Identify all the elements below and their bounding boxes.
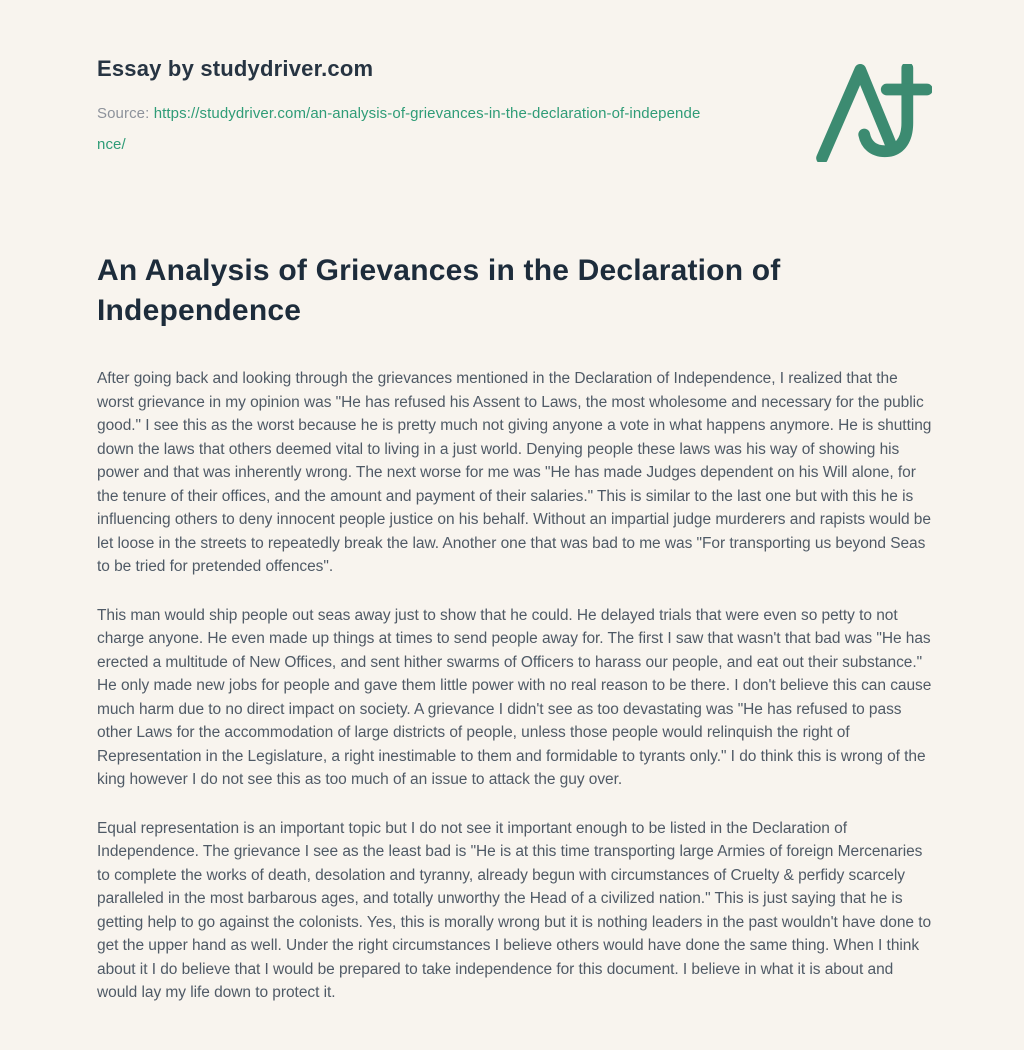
essay-body	[97, 367, 934, 1005]
header-meta	[97, 56, 707, 160]
essay-byline: Essay by studydriver.com	[97, 56, 374, 81]
source-label: Source:	[97, 105, 150, 122]
source-line	[97, 98, 707, 160]
logo-a-stroke	[822, 70, 892, 158]
a-dagger-logo-icon	[816, 64, 932, 162]
essay-paragraph-2: This man would ship people out seas away just to show that he could. He delayed trials that were even so petty to not charge anyone. He even made up things at times to send people away for. The first I saw that wasn't that bad was "He has erected a multitude of New Offices, and sent hither swarms of Officers to harass our people, and eat out their substance." He only made new jobs for people and gave them little power with no real reason to be there. I don't believe this can cause much harm due to no direct impact on society. A grievance I didn't see as too devastating was "He has refused to pass other Laws for the accommodation of large districts of people, unless those people would relinquish the right of Representation in the Legislature, a right inestimable to them and formidable to tyrants only." I do think this is wrong of the king however I do not see this as too much of an issue to attack the guy over.	[97, 606, 932, 788]
page-header	[97, 56, 934, 167]
essay-paragraph-3: Equal representation is an important topic but I do not see it important enough to be listed in the Declaration of Independence. The grievance I see as the least bad is "He is at this time transporting large Armies of foreign Mercenaries to complete the works of death, desolation and tyranny, already begun with circumstances of Cruelty & perfidy scarcely paralleled in the most barbarous ages, and totally unworthy the Head of a civilized nation." This is just saying that he is getting help to go against the colonists. Yes, this is morally wrong but it is nothing leaders in the past wouldn't have done to get the upper hand as well. Under the right circumstances I believe others would have done the same thing. When I think about it I do believe that I would be prepared to take independence for this document. I believe in what it is about and would lay my life down to protect it.	[97, 819, 932, 1001]
essay-paragraph-1: After going back and looking through the grievances mentioned in the Declaration of Independence, I realized that the worst grievance in my opinion was "He has refused his Assent to Laws, the most wholesome and necessary for the public good." I see this as the worst because he is pretty much not giving anyone a vote in what happens anymore. He is shutting down the laws that others deemed vital to living in a just world. Denying people these laws was his way of showing his power and that was inherently wrong. The next worse for me was "He has made Judges dependent on his Will alone, for the tenure of their offices, and the amount and payment of their salaries." This is similar to the last one but with this he is influencing others to deny innocent people justice on his behalf. Without an impartial judge murderers and rapists would be let loose in the streets to repeatedly break the law. Another one that was bad to me was "For transporting us beyond Seas to be tried for pretended offences".	[97, 370, 932, 575]
essay-title: An Analysis of Grievances in the Declaration of Independence	[97, 254, 781, 327]
studydriver-logo-icon	[816, 64, 932, 167]
source-link[interactable]: https://studydriver.com/an-analysis-of-grievances-in-the-declaration-of-independence/	[97, 105, 701, 153]
